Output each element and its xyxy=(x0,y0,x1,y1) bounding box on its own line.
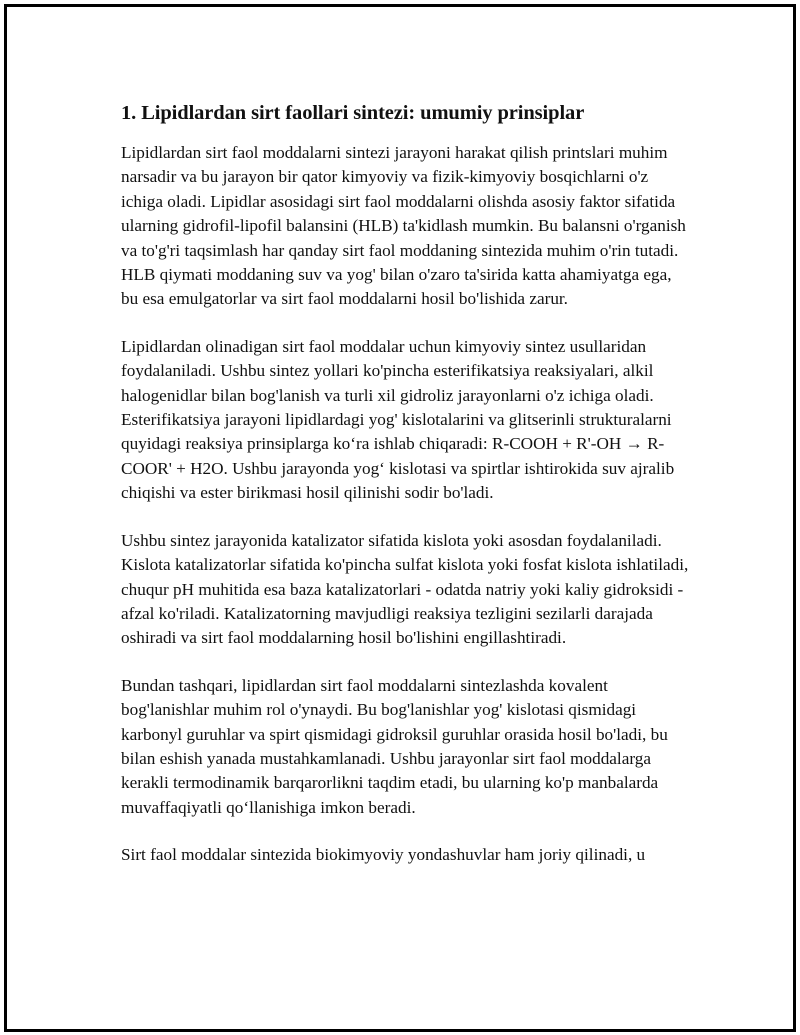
page-frame xyxy=(4,4,796,1032)
paragraph-hlb-balance: Lipidlardan sirt faol moddalarni sintezi jarayoni harakat qilish printslari muhim narsadir va bu jarayon bir qator kimyoviy va fizik-kimyoviy bosqichlarni o'z ichiga oladi. Lipidlar asosidagi sirt faol moddalarni olishda asosiy faktor sifatida ularning gidrofil-lipofil balansini (HLB) ta'kidlash mumkin. Bu balansni o'rganish va to'g'ri taqsimlash har qanday sirt faol moddaning sintezida muhim o'rin tutadi. HLB qiymati moddaning suv va yog' bilan o'zaro ta'sirida katta ahamiyatga ega, bu esa emulgatorlar va sirt faol moddalarni hosil bo'lishida zarur. xyxy=(121,143,686,309)
paragraph-covalent-bonds: Bundan tashqari, lipidlardan sirt faol moddalarni sintezlashda kovalent bog'lanishlar muhim rol o'ynaydi. Bu bog'lanishlar yog' kislotasi qismidagi karbonyl guruhlar va spirt qismidagi gidroksil guruhlar orasida hosil bo'ladi, bu bilan eshish yanada mustahkamlanadi. Ushbu jarayonlar sirt faol moddalarga kerakli termodinamik barqarorlikni taqdim etadi, bu ularning ko'p manbalarda muvaffaqiyatli qo‘llanishiga imkon beradi. xyxy=(121,675,668,817)
paragraph-catalysts: Ushbu sintez jarayonida katalizator sifatida kislota yoki asosdan foydalaniladi. Kislota katalizatorlar sifatida ko'pincha sulfat kislota yoki fosfat kislota ishlatiladi, chuqur pH muhitida esa baza katalizatorlari - odatda natriy yoki kaliy gidroksidi - afzal ko'riladi. Katalizatorning mavjudligi reaksiya tezligini sezilarli darajada oshiradi va sirt faol moddalarning hosil bo'lishini engillashtiradi. xyxy=(121,530,689,648)
document-body xyxy=(121,99,693,891)
paragraph-biochemical-approaches: Sirt faol moddalar sintezida biokimyoviy yondashuvlar ham joriy qilinadi, u xyxy=(121,845,646,865)
section-heading: 1. Lipidlardan sirt faollari sintezi: umumiy prinsiplar xyxy=(121,102,585,124)
paragraph-esterification: Lipidlardan olinadigan sirt faol moddalar uchun kimyoviy sintez usullaridan foydalaniladi. Ushbu sintez yollari ko'pincha esterifikatsiya reaksiyalari, alkil halogenidlar bilan bog'lanish va turli xil gidroliz jarayonlarni o'z ichiga oladi. Esterifikatsiya jarayoni lipidlardagi yog' kislotalarini va glitserinli strukturalarni quyidagi reaksiya prinsiplarga ko‘ra ishlab chiqaradi: R-COOH + R'-OH → R-COOR' + H2O. Ushbu jarayonda yog‘ kislotasi va spirtlar ishtirokida suv ajralib chiqishi va ester birikmasi hosil qilinishi sodir bo'ladi. xyxy=(121,336,675,503)
